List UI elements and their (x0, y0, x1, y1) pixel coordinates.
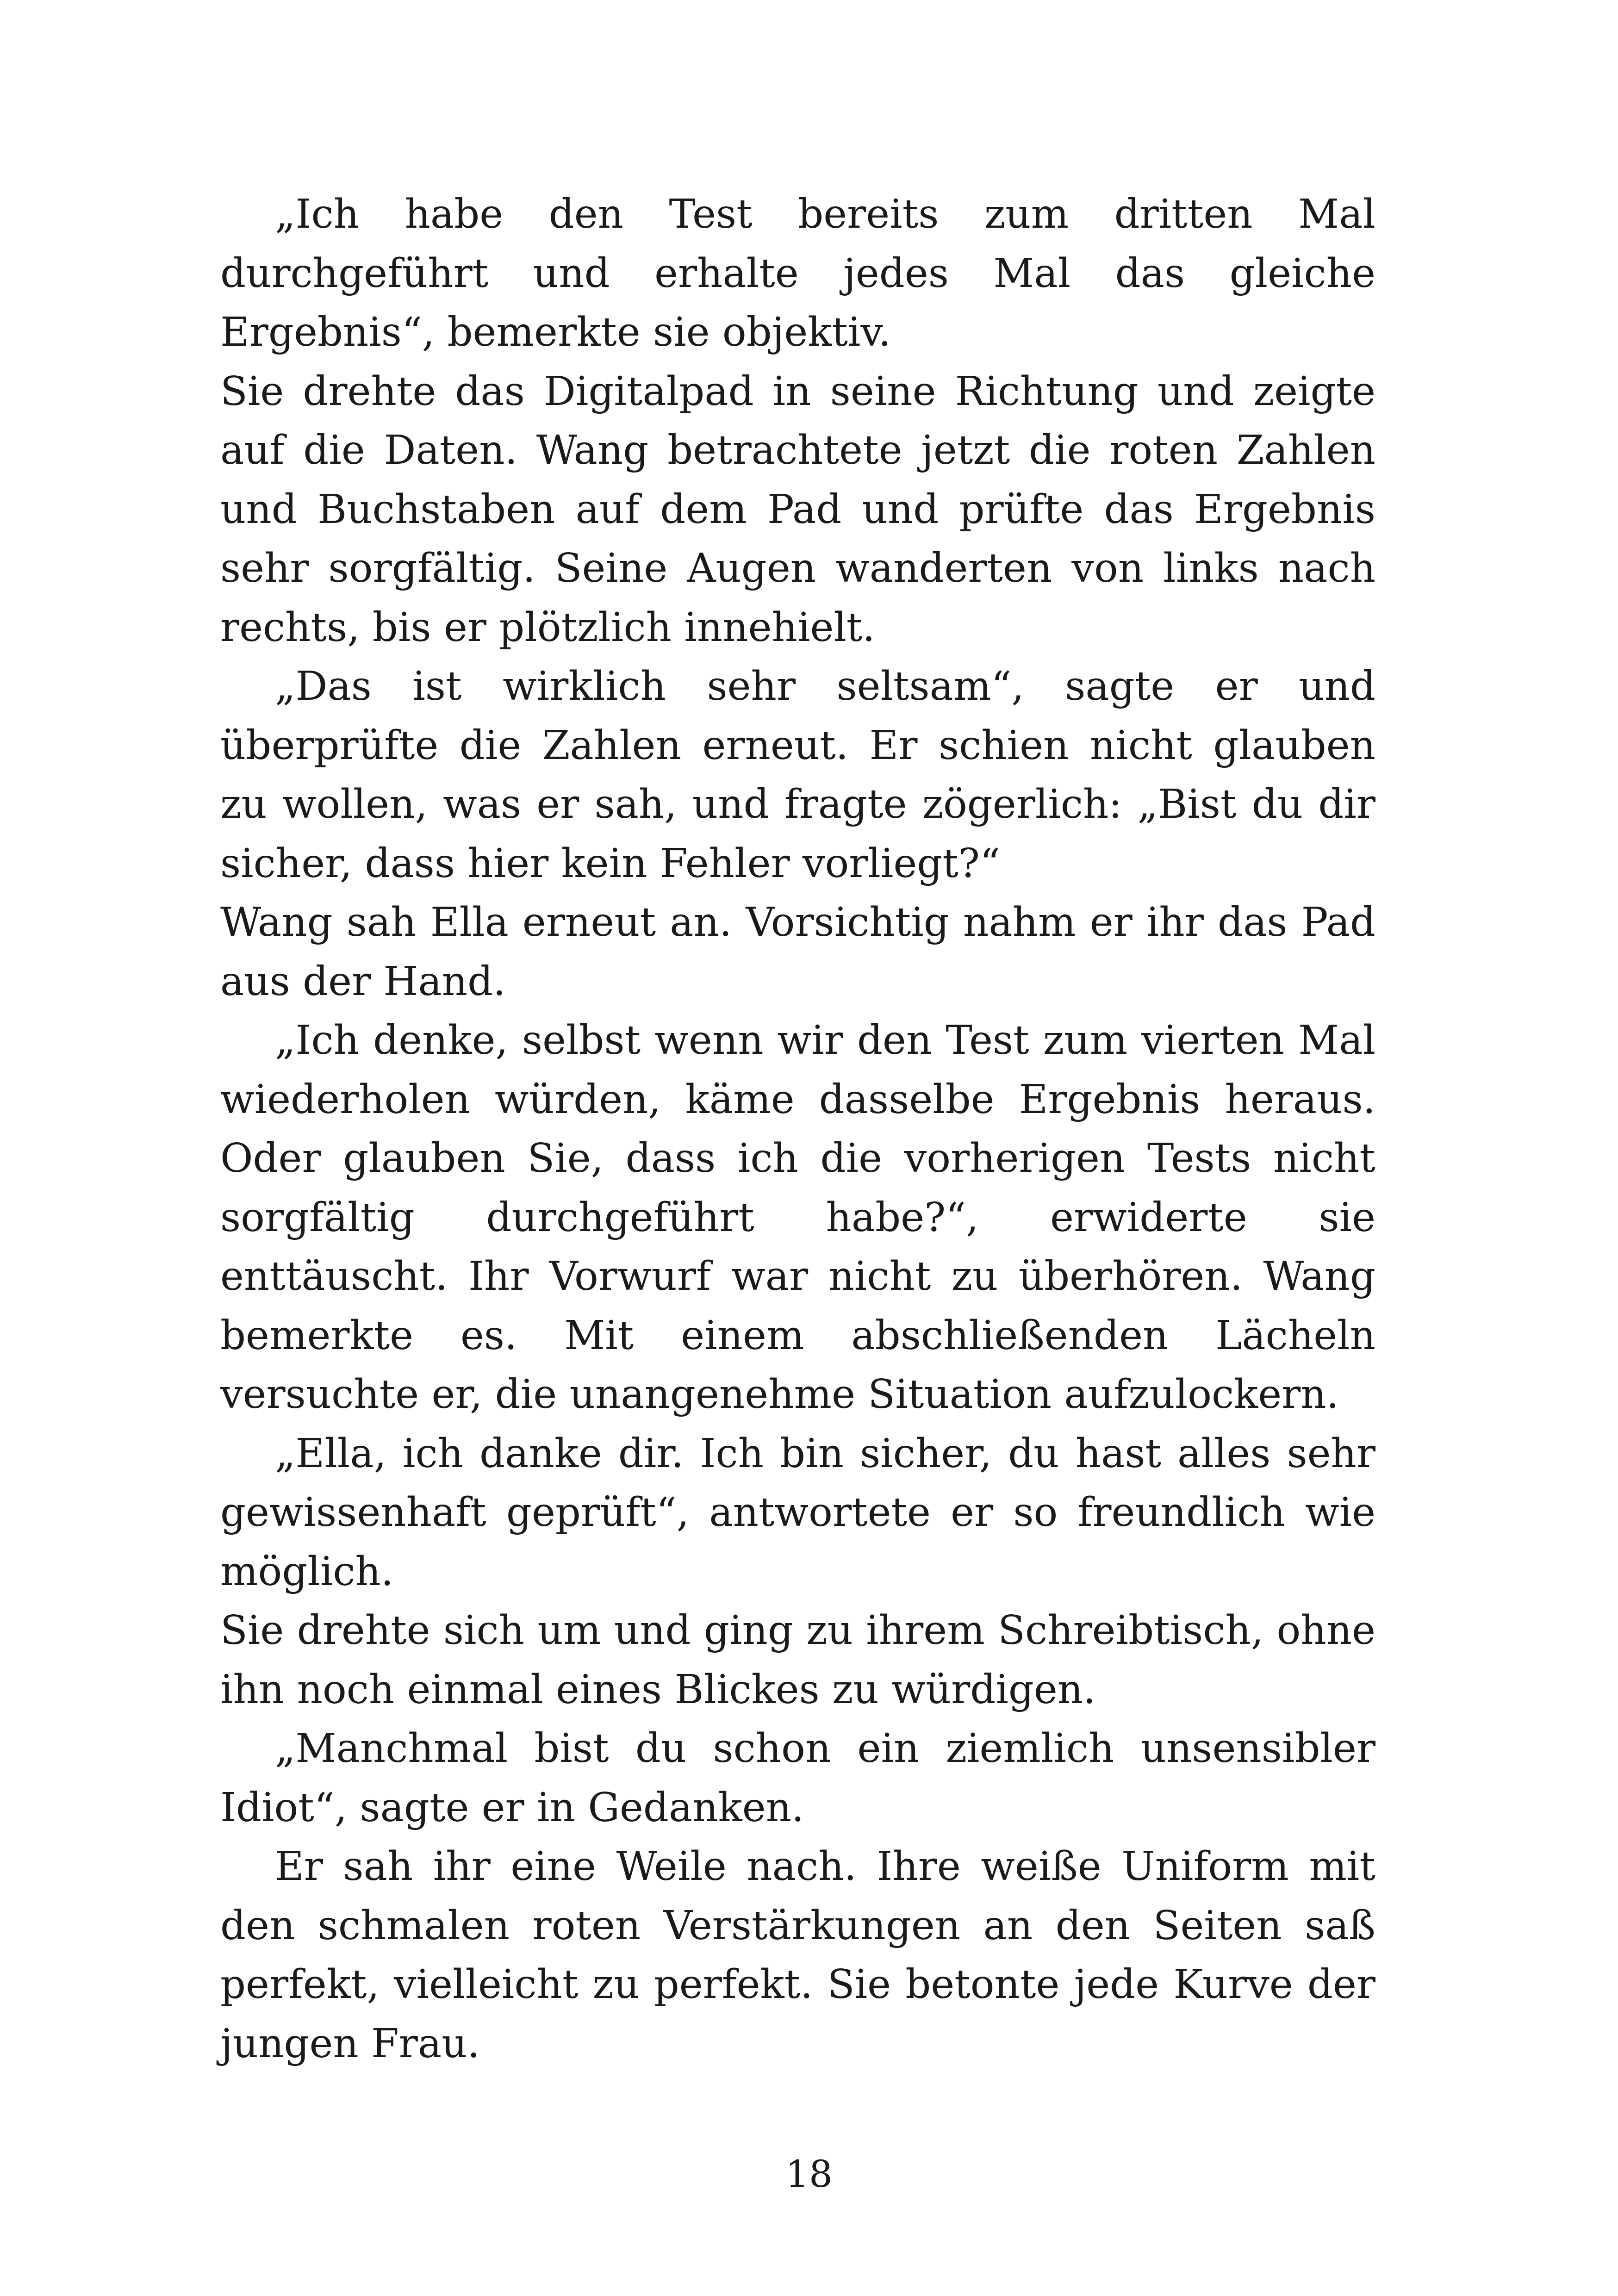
paragraph-7: Sie drehte sich um und ging zu ihrem Schreibtisch, ohne ihn noch einmal eines Blickes zu würdigen. (220, 1607, 1375, 1713)
paragraph-4: Wang sah Ella erneut an. Vorsichtig nahm er ihr das Pad aus der Hand. (220, 899, 1375, 1005)
paragraph-8: „Manchmal bist du schon ein ziemlich unsensibler Idiot“, sagte er in Gedanken. (220, 1725, 1375, 1831)
paragraph-1: „Ich habe den Test bereits zum dritten Mal durchgeführt und erhalte jedes Mal das gleiche Ergebnis“, bemerkte sie objektiv. (220, 191, 1375, 355)
paragraph-5: „Ich denke, selbst wenn wir den Test zum vierten Mal wiederholen würden, käme dasselbe Ergebnis heraus. Oder glauben Sie, dass ich die vorherigen Tests nicht sorgfältig durchgeführt habe?“, erwiderte sie enttäuscht. Ihr Vorwurf war nicht zu überhören. Wang bemerkte es. Mit einem abschließenden Lächeln versuchte er, die unangenehme Situation aufzulockern. (220, 1017, 1375, 1418)
paragraph-6: „Ella, ich danke dir. Ich bin sicher, du hast alles sehr gewissenhaft geprüft“, antwortete er so freundlich wie möglich. (220, 1430, 1375, 1595)
paragraph-9: Er sah ihr eine Weile nach. Ihre weiße Uniform mit den schmalen roten Verstärkungen an den Seiten saß perfekt, vielleicht zu perfekt. Sie betonte jede Kurve der jungen Frau. (220, 1843, 1375, 2067)
body-text (220, 185, 1375, 2073)
paragraph-3: „Das ist wirklich sehr seltsam“, sagte er und überprüfte die Zahlen erneut. Er schien nicht glauben zu wollen, was er sah, und fragte zögerlich: „Bist du dir sicher, dass hier kein Fehler vorliegt?“ (220, 663, 1375, 887)
page-number: 18 (785, 2153, 833, 2196)
paragraph-2: Sie drehte das Digitalpad in seine Richtung und zeigte auf die Daten. Wang betrachtete jetzt die roten Zahlen und Buchstaben auf dem Pad und prüfte das Ergebnis sehr sorgfältig. Seine Augen wanderten von links nach rechts, bis er plötzlich innehielt. (220, 368, 1375, 651)
